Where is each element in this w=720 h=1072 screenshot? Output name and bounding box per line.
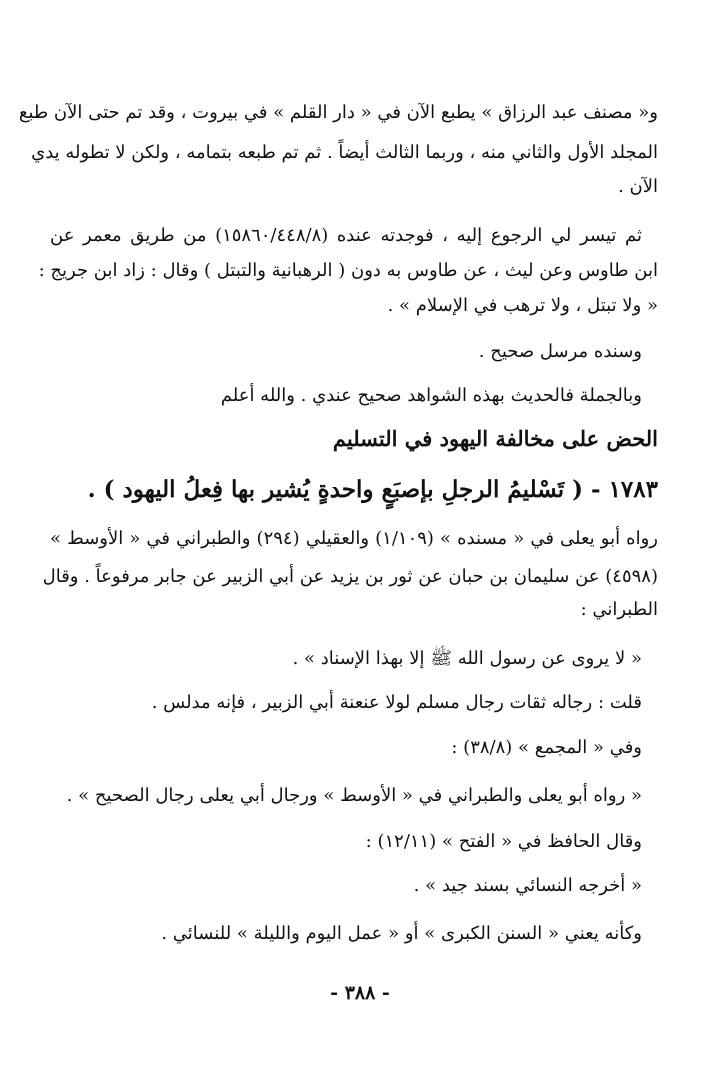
paragraph-1-line-1: و« مصنف عبد الرزاق » يطبع الآن في « دار القلم » في بيروت ، وقد تم حتى الآن طبع (18, 102, 658, 123)
paragraph-8: وقال الحافظ في « الفتح » (١٢/١١) : (365, 831, 642, 852)
section-heading: الحض على مخالفة اليهود في التسليم (332, 426, 658, 451)
paragraph-6: قلت : رجاله ثقات رجال مسلم لولا عنعنة أبي الزبير ، فإنه مدلس . (151, 692, 642, 713)
paragraph-2-line-1: ثم تيسر لي الرجوع إليه ، فوجدته عنده (١٥٨٦٠/٤٤٨/٨) من طريق معمر عن (50, 225, 642, 246)
paragraph-2-line-3: « ولا تبتل ، ولا ترهب في الإسلام » . (387, 295, 658, 316)
paragraph-9: وكأنه يعني « السنن الكبرى » أو « عمل اليوم والليلة » للنسائي . (161, 923, 642, 944)
paragraph-3: وسنده مرسل صحيح . (478, 341, 642, 362)
quote-2: « رواه أبو يعلى والطبراني في « الأوسط » ورجال أبي يعلى رجال الصحيح » . (66, 785, 642, 806)
quote-1: « لا يروى عن رسول الله ﷺ إلا بهذا الإسناد » . (292, 648, 642, 669)
paragraph-1-line-3: الآن . (618, 176, 658, 197)
quote-3: « أخرجه النسائي بسند جيد » . (413, 875, 642, 896)
paragraph-2-line-2: ابن طاوس وعن ليث ، عن طاوس به دون ( الرهبانية والتبتل ) وقال : زاد ابن جريج : (38, 260, 658, 281)
paragraph-1-line-2: المجلد الأول والثاني منه ، وربما الثالث أيضاً . ثم تم طبعه بتمامه ، ولكن لا تطوله يدي (31, 142, 658, 163)
paragraph-5-line-3: الطبراني : (580, 599, 658, 620)
paragraph-4: وبالجملة فالحديث بهذه الشواهد صحيح عندي . والله أعلم (220, 385, 642, 406)
paragraph-5-line-2: (٤٥٩٨) عن سليمان بن حبان عن ثور بن يزيد عن أبي الزبير عن جابر مرفوعاً . وقال (42, 566, 658, 587)
paragraph-5-line-1: رواه أبو يعلى في « مسنده » (١/١٠٩) والعقيلي (٢٩٤) والطبراني في « الأوسط » (50, 528, 658, 549)
hadith-title: ١٧٨٣ - ( تَسْليمُ الرجلِ بإصبَعٍ واحدةٍ يُشير بها فِعلُ اليهود ) . (87, 476, 658, 503)
paragraph-7: وفي « المجمع » (٣٨/٨) : (451, 737, 642, 758)
page-number: - ٣٨٨ - (330, 982, 390, 1004)
